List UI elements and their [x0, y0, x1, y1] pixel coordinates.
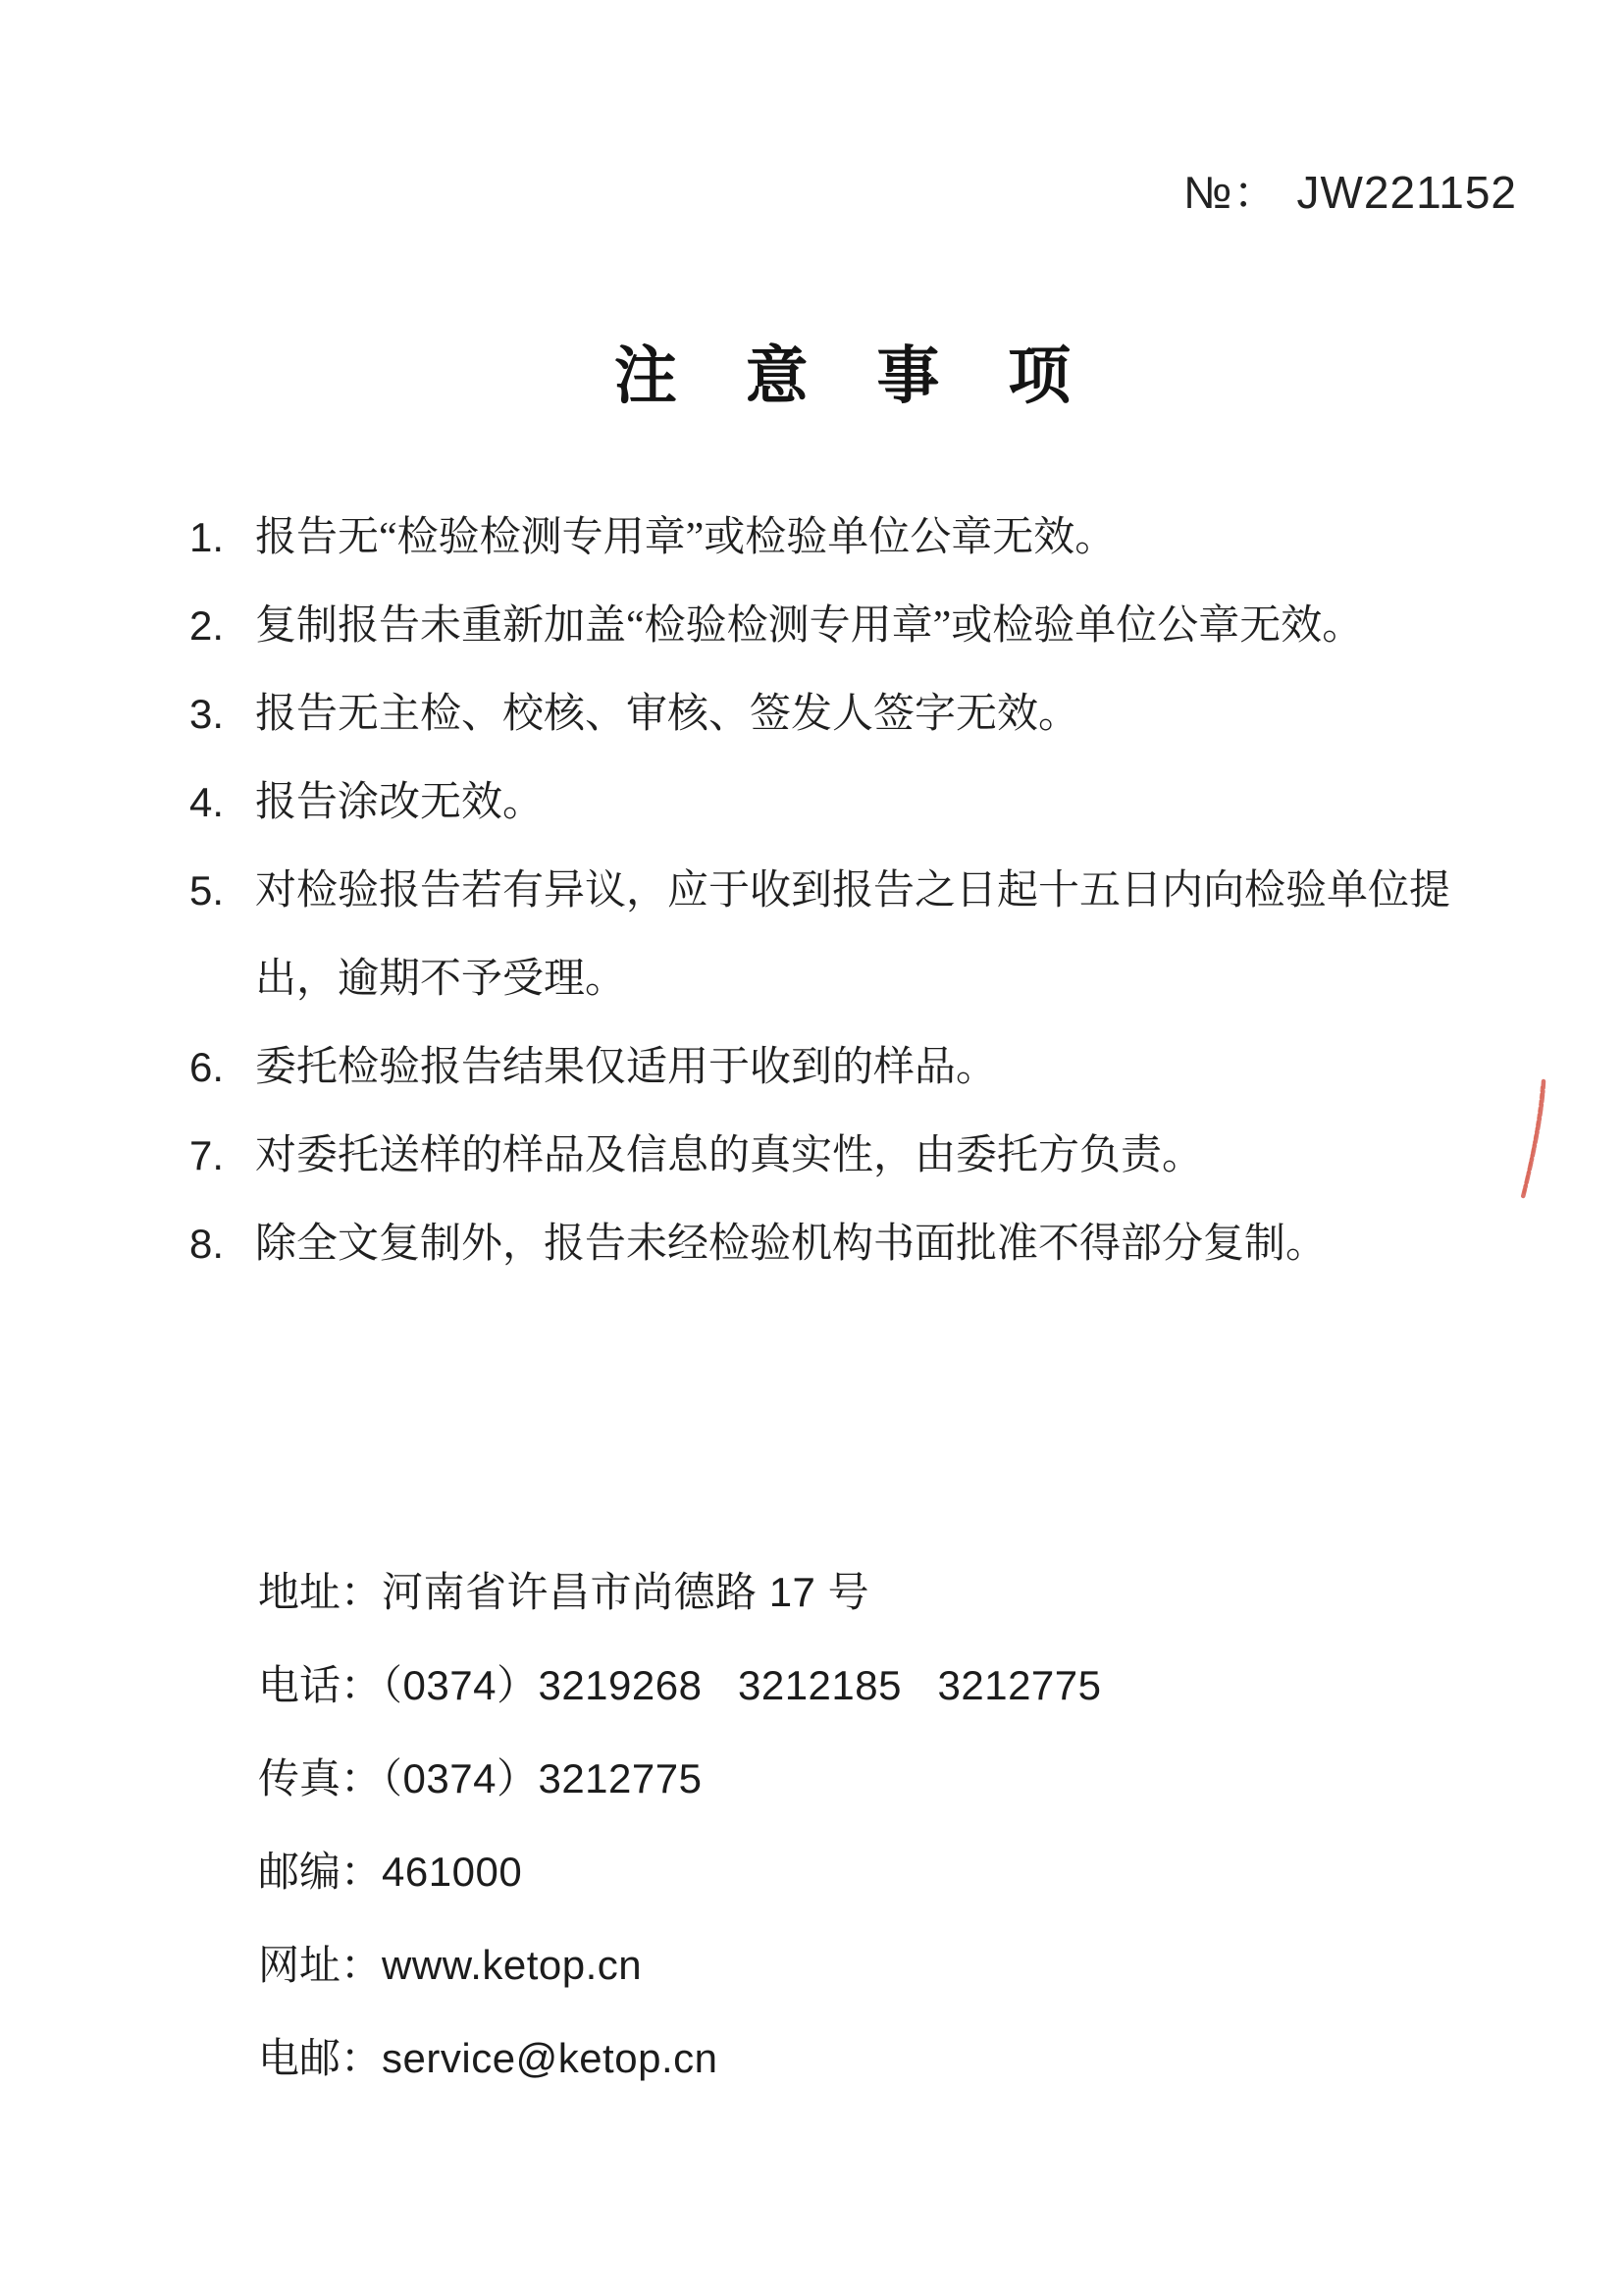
- note-text: 报告无“检验检测专用章”或检验单位公章无效。: [255, 515, 1117, 560]
- contact-address-value: 河南省许昌市尚德路 17 号: [382, 1569, 870, 1615]
- contact-address-label: 地址：: [258, 1571, 383, 1616]
- note-number: 3.: [189, 691, 225, 737]
- note-number: 4.: [189, 779, 225, 825]
- note-item: [189, 1200, 1514, 1288]
- contact-email-label: 电邮：: [258, 2037, 383, 2082]
- contact-website-label: 网址：: [258, 1944, 383, 1989]
- contact-phone-label: 电话：: [258, 1664, 383, 1709]
- note-text: 除全文复制外，报告未经检验机构书面批准不得部分复制。: [255, 1222, 1328, 1267]
- note-item: [189, 758, 1514, 847]
- note-text: 复制报告未重新加盖“检验检测专用章”或检验单位公章无效。: [255, 603, 1364, 649]
- note-number: 7.: [189, 1132, 225, 1178]
- note-text: 委托检验报告结果仅适用于收到的样品。: [255, 1045, 998, 1090]
- note-number: 1.: [189, 514, 225, 560]
- note-number: 2.: [189, 602, 225, 649]
- contact-postcode-value: 461000: [382, 1849, 523, 1895]
- note-item: [189, 670, 1514, 758]
- document-number-label: №：: [1183, 167, 1280, 218]
- note-number: 8.: [189, 1221, 225, 1267]
- note-number: 6.: [189, 1044, 225, 1090]
- contact-website-value: www.ketop.cn: [382, 1942, 643, 1988]
- note-text: 对检验报告若有异议，应于收到报告之日起十五日内向检验单位提出，逾期不予受理。: [255, 868, 1451, 1002]
- note-item: [189, 582, 1514, 670]
- note-number: 5.: [189, 867, 225, 913]
- contact-block: [189, 1452, 1514, 2082]
- page-title: 注 意 事 项: [613, 341, 1098, 411]
- note-item: [189, 1023, 1514, 1112]
- contact-address: [189, 1452, 1514, 1616]
- note-item: [189, 847, 1514, 1023]
- contact-phone-value: （0374）3219268 3212185 3212775: [382, 1662, 1102, 1708]
- contact-email-value: service@ketop.cn: [382, 2035, 718, 2081]
- note-item: [189, 1112, 1514, 1200]
- contact-fax-label: 传真：: [258, 1757, 383, 1802]
- note-item: [189, 494, 1514, 582]
- note-text: 报告无主检、校核、审核、签发人签字无效。: [255, 692, 1080, 737]
- notes-list: [189, 494, 1514, 1288]
- red-ink-scan-mark: [1513, 1077, 1556, 1201]
- contact-postcode-label: 邮编：: [258, 1851, 383, 1896]
- document-number-value: JW221152: [1296, 167, 1517, 218]
- note-text: 报告涂改无效。: [255, 780, 545, 825]
- note-text: 对委托送样的样品及信息的真实性，由委托方负责。: [255, 1133, 1204, 1178]
- contact-fax-value: （0374）3212775: [382, 1755, 703, 1801]
- document-number: [1183, 157, 1517, 222]
